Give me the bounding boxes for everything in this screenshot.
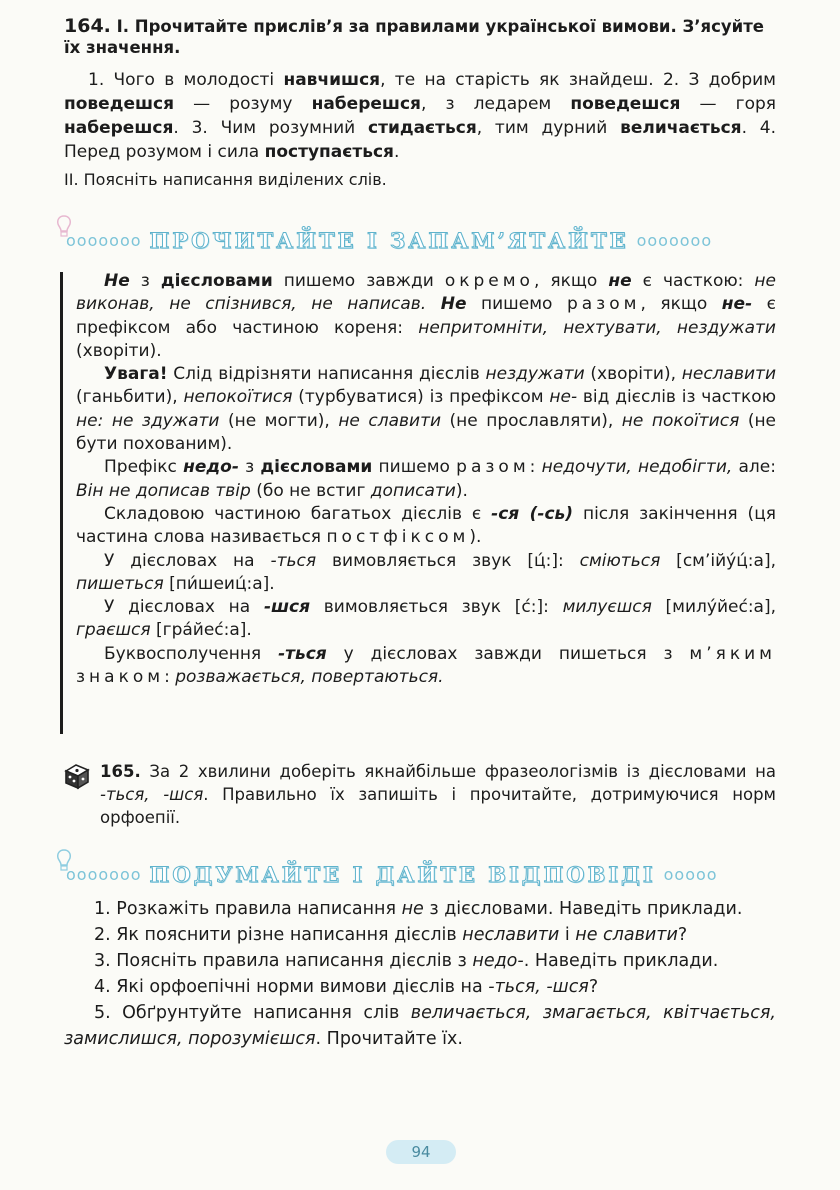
text-fragment: , з ледарем: [420, 94, 571, 114]
text-fragment: . Прочитайте їх.: [315, 1029, 463, 1049]
text-fragment: не славити: [575, 925, 678, 945]
text-fragment: 2. Як пояснити різне написання дієслів: [94, 925, 463, 945]
text-fragment: не славити: [338, 410, 442, 431]
text-fragment: .: [741, 118, 747, 138]
rule-box-border: [60, 272, 63, 734]
text-fragment: сміються: [579, 550, 661, 571]
text-fragment: 2. З добрим: [653, 70, 776, 90]
exercise-number: 165.: [100, 762, 141, 781]
rule-paragraph: [76, 503, 776, 550]
text-fragment: ?: [588, 977, 599, 997]
highlighted-word: стидається: [368, 118, 477, 138]
text-fragment: непритомніти, нехтувати, нездужати: [418, 317, 776, 338]
text-fragment: з дієсловами. Наведіть приклади.: [423, 899, 743, 919]
text-fragment: не: [608, 271, 632, 291]
text-fragment: не-: [721, 294, 753, 315]
text-fragment: розважається, повертаються.: [175, 667, 444, 688]
text-fragment: милуєшся: [562, 597, 652, 618]
text-fragment: дієсловами: [160, 271, 273, 291]
text-fragment: є часткою:: [631, 271, 755, 291]
text-fragment: величається, змагається, квітчається, замислишся, порозумієшся: [64, 1003, 776, 1049]
read-and-remember-banner: [56, 226, 776, 256]
text-fragment: 1. Чого в молодості: [88, 70, 284, 90]
text-fragment: і: [559, 925, 576, 945]
highlighted-word: поведешся: [570, 94, 681, 114]
text-fragment: :: [164, 667, 176, 688]
proverbs-text: [64, 68, 776, 164]
rule-paragraph: [76, 643, 776, 690]
exercise-165-text: [100, 760, 776, 829]
text-fragment: Складовою частиною багатьох дієслів є: [104, 503, 492, 524]
text-fragment: нездужати: [485, 364, 585, 385]
text-fragment: (хворіти).: [76, 340, 162, 361]
text-fragment: ).: [455, 480, 468, 501]
highlighted-word: поступається: [264, 142, 394, 162]
highlighted-word: навчишся: [283, 70, 381, 90]
question-item: [64, 1000, 776, 1052]
rule-paragraph: [76, 270, 776, 363]
text-fragment: недо-: [472, 951, 524, 971]
text-fragment: За 2 хвилини доберіть якнайбільше фразеологізмів із дієсловами на: [140, 762, 776, 781]
task-2-text: II. Поясніть написання виділених слів.: [64, 170, 387, 189]
text-fragment: у дієсловах завжди пишеться з: [326, 643, 690, 664]
highlighted-word: наберешся: [311, 94, 421, 114]
text-fragment: разом: [456, 457, 530, 478]
text-fragment: 5. Обґрунтуйте написання слів: [94, 1003, 411, 1023]
page-number: 94: [386, 1140, 456, 1164]
question-item: [64, 948, 776, 974]
text-fragment: .: [173, 118, 179, 138]
highlighted-word: наберешся: [64, 118, 174, 138]
text-fragment: ?: [677, 925, 688, 945]
exercise-165: [62, 760, 776, 829]
banner-dots-left: ooooooo: [66, 864, 142, 884]
text-fragment: , те на старість як знайдеш.: [380, 70, 654, 90]
text-fragment: пишемо: [372, 457, 457, 478]
text-fragment: Буквосполучення: [104, 643, 279, 664]
text-fragment: вимовляється звук [ц́:]:: [316, 550, 580, 571]
text-fragment: недо-: [183, 457, 239, 478]
question-item: [64, 922, 776, 948]
text-fragment: пишемо: [466, 294, 567, 315]
think-and-answer-banner: [56, 860, 776, 890]
text-fragment: :: [529, 457, 542, 478]
text-fragment: [см’ійу́ц́:а],: [660, 550, 776, 571]
text-fragment: дієсловами: [260, 457, 373, 478]
dice-icon: [62, 762, 94, 790]
text-fragment: ).: [469, 527, 482, 548]
text-fragment: [гра́йес́:а].: [150, 620, 252, 641]
text-fragment: не-: [549, 387, 578, 408]
rule-paragraph: [76, 596, 776, 643]
text-fragment: пишемо завжди: [272, 271, 445, 291]
text-fragment: Він не дописав твір: [76, 480, 251, 501]
text-fragment: Префікс: [104, 457, 184, 478]
text-fragment: [пи́шеиц́:а].: [163, 573, 275, 594]
text-fragment: Слід відрізняти написання дієслів: [167, 364, 486, 385]
review-questions: [64, 896, 776, 1052]
banner-title: ПОДУМАЙТЕ І ДАЙТЕ ВІДПОВІДІ: [149, 861, 656, 887]
question-item: [64, 974, 776, 1000]
text-fragment: [426, 294, 441, 314]
text-fragment: 4. Які орфоепічні норми вимови дієслів на: [94, 977, 489, 997]
text-fragment: 4. Перед розумом і сила: [64, 118, 776, 162]
highlighted-word: величається: [620, 118, 742, 138]
text-fragment: не покоїтися: [621, 410, 740, 431]
text-fragment: 3. Чим розумний: [178, 118, 369, 138]
exercise-number: 164.: [64, 15, 111, 37]
text-fragment: граєшся: [76, 620, 151, 641]
text-fragment: Не: [440, 294, 467, 315]
text-fragment: -шся: [263, 597, 311, 618]
text-fragment: не виконав, не спізнився, не написав.: [76, 271, 776, 315]
text-fragment: (не прославляти),: [441, 410, 622, 431]
text-fragment: , якщо: [640, 294, 722, 315]
text-fragment: , тим дурний: [476, 118, 621, 138]
text-fragment: .: [393, 142, 400, 162]
banner-dots-right: ooooo: [663, 864, 718, 884]
highlighted-word: поведешся: [64, 94, 175, 114]
text-fragment: -ся (-сь): [491, 503, 574, 524]
text-fragment: (бо не встиг: [250, 480, 371, 501]
text-fragment: вимовляється звук [с́:]:: [310, 597, 563, 618]
text-fragment: [милу́йес́:а],: [651, 597, 776, 618]
light-bulb-icon: [56, 848, 72, 882]
text-fragment: 3. Поясніть правила написання дієслів з: [94, 951, 473, 971]
text-fragment: (турбуватися) із префіксом: [292, 387, 550, 408]
text-fragment: недочути, недобігти,: [541, 457, 733, 478]
text-fragment: — розуму: [174, 94, 312, 114]
text-fragment: У дієсловах на: [104, 597, 264, 618]
banner-title: ПРОЧИТАЙТЕ І ЗАПАМ’ЯТАЙТЕ: [149, 227, 629, 253]
task-1-text: I. Прочитайте прислів’я за правилами української вимови. З’ясуйте їх значення.: [64, 17, 764, 57]
text-fragment: м’яким знаком: [76, 643, 776, 688]
text-fragment: — горя: [680, 94, 776, 114]
text-fragment: (не бути похованим).: [76, 410, 777, 455]
question-item: [64, 896, 776, 922]
rule-paragraph: [76, 456, 776, 503]
banner-dots-left: ooooooo: [66, 230, 142, 250]
text-fragment: Не: [104, 271, 130, 291]
text-fragment: . Наведіть приклади.: [523, 951, 719, 971]
text-fragment: непокоїтися: [183, 387, 293, 408]
text-fragment: не: [401, 899, 424, 919]
text-fragment: постфіксом: [326, 527, 470, 548]
text-fragment: не здужати: [111, 410, 220, 431]
text-fragment: є префіксом або частиною кореня:: [76, 294, 776, 338]
text-fragment: -ться: [278, 643, 327, 664]
text-fragment: 1. Розкажіть правила написання: [94, 899, 402, 919]
text-fragment: дописати: [370, 480, 456, 501]
rule-paragraph: [76, 363, 776, 456]
text-fragment: -ться: [270, 550, 317, 571]
text-fragment: після закінчення (ця частина слова називається: [76, 503, 776, 548]
text-fragment: від дієслів із часткою: [577, 387, 776, 408]
rule-paragraph: [76, 550, 776, 597]
text-fragment: але:: [732, 457, 776, 478]
text-fragment: -ться, -шся: [488, 977, 589, 997]
text-fragment: пишеться: [76, 573, 164, 594]
text-fragment: (ганьбити),: [76, 387, 184, 408]
text-fragment: з: [238, 457, 261, 478]
rule-text: [76, 270, 776, 689]
exercise-164: [64, 16, 776, 192]
text-fragment: Увага!: [104, 364, 168, 385]
text-fragment: [103, 411, 112, 431]
text-fragment: . Правильно їх запишіть і прочитайте, дотримуючися норм орфоепії.: [100, 785, 777, 827]
text-fragment: не:: [76, 410, 104, 431]
text-fragment: У дієсловах на: [104, 550, 271, 571]
rule-box: [60, 270, 776, 689]
text-fragment: з: [129, 271, 161, 291]
text-fragment: (не могти),: [219, 410, 339, 431]
text-fragment: -ться, -шся: [100, 785, 204, 804]
text-fragment: неславити: [462, 925, 560, 945]
text-fragment: , якщо: [533, 271, 609, 291]
text-fragment: (хворіти),: [584, 364, 682, 385]
text-fragment: разом: [566, 294, 641, 315]
banner-dots-right: ooooooo: [636, 230, 713, 250]
exercise-164-task-1: [64, 16, 776, 58]
text-fragment: неславити: [681, 364, 776, 385]
text-fragment: окремо: [444, 271, 534, 291]
light-bulb-icon: [56, 214, 72, 248]
